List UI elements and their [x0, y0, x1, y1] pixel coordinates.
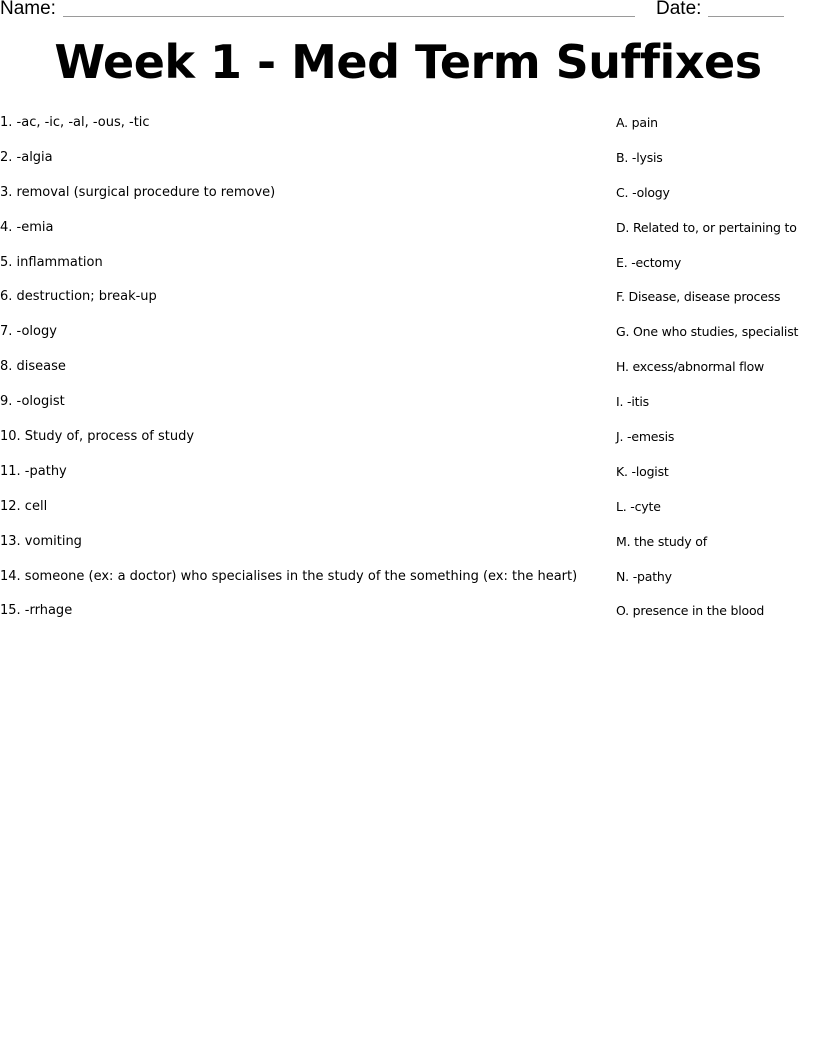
date-label: Date:: [656, 0, 702, 19]
question-item: 2. -algia: [0, 149, 53, 165]
name-blank-line[interactable]: [63, 16, 635, 17]
answer-item: E. -ectomy: [616, 254, 682, 270]
answer-item: F. Disease, disease process: [616, 289, 781, 305]
answer-item: O. presence in the blood: [616, 603, 765, 619]
answer-item: M. the study of: [616, 533, 707, 549]
question-item: 15. -rrhage: [0, 603, 73, 619]
header-line: [0, 0, 816, 24]
answer-item: J. -emesis: [616, 429, 675, 445]
answer-item: H. excess/abnormal flow: [616, 359, 765, 375]
question-item: 11. -pathy: [0, 463, 67, 479]
answer-item: G. One who studies, specialist: [616, 324, 799, 340]
question-item: 6. destruction; break-up: [0, 289, 157, 305]
question-item: 7. -ology: [0, 324, 57, 340]
question-item: 10. Study of, process of study: [0, 429, 195, 445]
answer-item: K. -logist: [616, 463, 669, 479]
answer-item: N. -pathy: [616, 568, 672, 584]
answer-item: D. Related to, or pertaining to: [616, 219, 797, 235]
question-item: 9. -ologist: [0, 394, 65, 410]
answer-item: A. pain: [616, 115, 658, 130]
question-item: 3. removal (surgical procedure to remove): [0, 184, 276, 200]
question-list: [0, 113, 600, 636]
name-label: Name:: [0, 0, 56, 19]
answer-item: I. -itis: [616, 394, 649, 410]
answer-item: C. -ology: [616, 184, 670, 200]
question-item: 8. disease: [0, 359, 66, 375]
page-title: Week 1 - Med Term Suffixes: [54, 35, 762, 89]
answer-item: B. -lysis: [616, 149, 663, 165]
answer-item: L. -cyte: [616, 498, 661, 514]
question-item: 14. someone (ex: a doctor) who specialises in the study of the something (ex: the heart): [0, 568, 578, 584]
question-item: 5. inflammation: [0, 254, 103, 270]
question-item: 13. vomiting: [0, 533, 82, 549]
question-item: 1. -ac, -ic, -al, -ous, -tic: [0, 115, 150, 130]
date-blank-line[interactable]: [708, 16, 784, 17]
answer-list: [616, 113, 816, 636]
question-item: 12. cell: [0, 498, 48, 514]
question-item: 4. -emia: [0, 219, 54, 235]
